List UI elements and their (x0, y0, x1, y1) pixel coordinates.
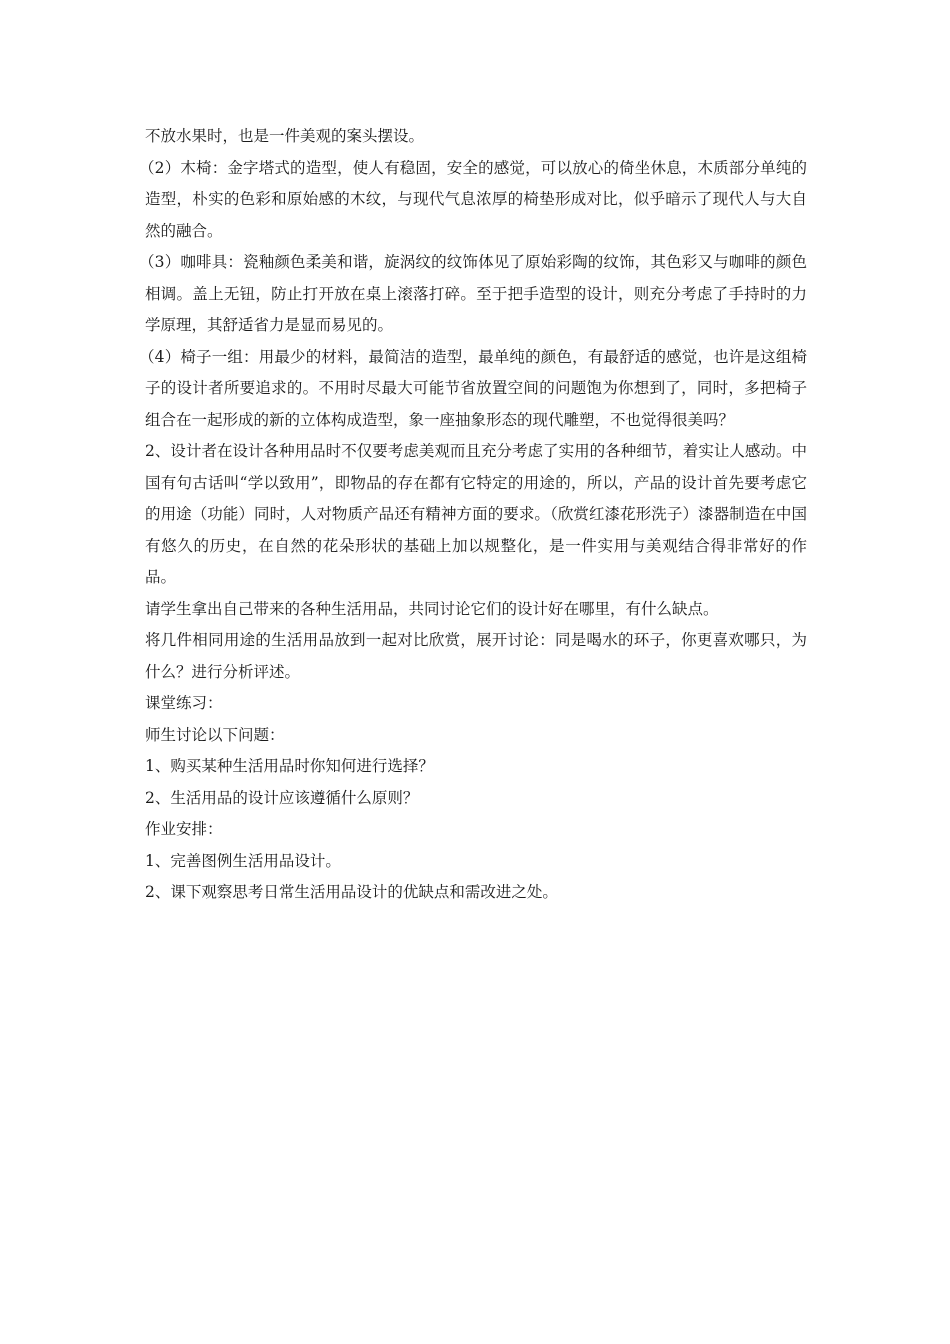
homework-item-2: 2、课下观察思考日常生活用品设计的优缺点和需改进之处。 (145, 883, 558, 901)
question-item-2: 2、生活用品的设计应该遵循什么原则？ (145, 788, 419, 807)
paragraph-wooden-chair: （2）木椅：金字塔式的造型，使人有稳固，安全的感觉，可以放心的倚坐休息，木质部分单纯的造型，朴实的色彩和原始感的木纹，与现代气息浓厚的椅垫形成对比，似乎暗示了现代人与大自然的融合。 (139, 158, 807, 240)
homework-item-1: 1、完善图例生活用品设计。 (145, 851, 341, 870)
question-item-1: 1、购买某种生活用品时你知何进行选择？ (145, 757, 434, 775)
paragraph-coffee-set: （3）咖啡具：瓷釉颜色柔美和谐，旋涡纹的纹饰体见了原始彩陶的纹饰，其色彩又与咖啡的颜色相调。盖上无钮，防止打开放在桌上滚落打碎。至于把手造型的设计，则充分考虑了手持时的力学原理，其舒适省力是显而易见的。 (139, 253, 807, 334)
paragraph-continuation: 不放水果时，也是一件美观的案头摆设。 (145, 127, 425, 145)
paragraph-compare-items: 将几件相同用途的生活用品放到一起对比欣赏，展开讨论：同是喝水的环子，你更喜欢哪只，为什么？进行分析评述。 (145, 631, 807, 681)
paragraph-design-practicality: 2、设计者在设计各种用品时不仅要考虑美观而且充分考虑了实用的各种细节，着实让人感动。中国有句古话叫“学以致用”，即物品的存在都有它特定的用途的，所以，产品的设计首先要考虑它的用途（功能）同时，人对物质产品还有精神方面的要求。（欣赏红漆花形洗子）漆器制造在中国有悠久的历史，在自然的花朵形状的基础上加以规整化，是一件实用与美观结合得非常好的作品。 (145, 442, 807, 586)
heading-homework: 作业安排： (145, 820, 223, 838)
document-body (139, 121, 807, 909)
paragraph-chair-group: （4）椅子一组：用最少的材料，最简洁的造型，最单纯的颜色，有最舒适的感觉，也许是这组椅子的设计者所要追求的。不用时尽最大可能节省放置空间的问题饱为你想到了，同时，多把椅子组合在一起形成的新的立体构成造型，象一座抽象形态的现代雕塑，不也觉得很美吗？ (139, 347, 807, 429)
paragraph-student-discussion: 请学生拿出自己带来的各种生活用品，共同讨论它们的设计好在哪里，有什么缺点。 (145, 599, 719, 618)
heading-class-exercise: 课堂练习： (145, 694, 223, 712)
paragraph-discussion-intro: 师生讨论以下问题： (145, 725, 285, 744)
